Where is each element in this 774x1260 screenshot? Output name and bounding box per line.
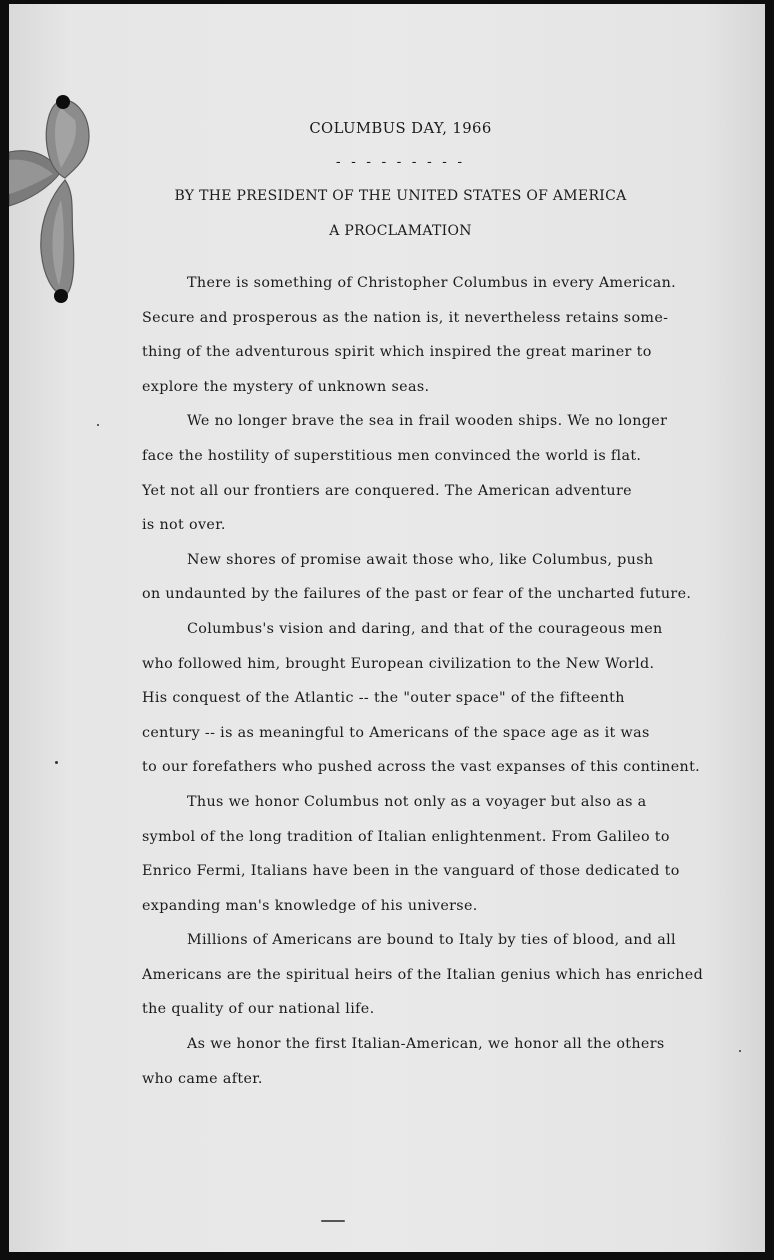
paragraph xyxy=(142,929,712,1033)
text-line: symbol of the long tradition of Italian enlightenment. From Galileo to xyxy=(142,828,670,845)
text-line: Thus we honor Columbus not only as a voyager but also as a xyxy=(187,793,647,810)
text-line: Columbus's vision and daring, and that of the courageous men xyxy=(187,620,663,637)
scan-speck xyxy=(97,424,99,426)
text-line: Americans are the spiritual heirs of the Italian genius which has enriched xyxy=(142,966,704,983)
paragraph xyxy=(142,410,712,548)
text-line: explore the mystery of unknown seas. xyxy=(142,378,430,395)
text-line: As we honor the first Italian-American, we honor all the others xyxy=(187,1036,665,1053)
text-line: We no longer brave the sea in frail wooden ships. We no longer xyxy=(187,413,668,430)
text-line: who followed him, brought European civilization to the New World. xyxy=(142,655,655,672)
text-line: expanding man's knowledge of his universe. xyxy=(142,897,478,914)
text-line: century -- is as meaningful to Americans of the space age as it was xyxy=(142,724,650,741)
text-line: Secure and prosperous as the nation is, it nevertheless retains some- xyxy=(142,309,669,326)
scan-speck xyxy=(321,1220,345,1222)
paragraph xyxy=(142,272,712,410)
scan-speck xyxy=(739,1050,741,1052)
paragraph xyxy=(142,618,712,791)
document-page xyxy=(9,4,765,1252)
title-separator: - - - - - - - - - xyxy=(335,154,466,170)
text-line: to our forefathers who pushed across the vast expanses of this continent. xyxy=(142,759,701,776)
text-line: face the hostility of superstitious men convinced the world is flat. xyxy=(142,447,642,464)
text-line: who came after. xyxy=(142,1070,263,1087)
proclamation-heading: BY THE PRESIDENT OF THE UNITED STATES OF AMERICA xyxy=(174,188,627,204)
scan-speck xyxy=(55,761,58,764)
text-line: thing of the adventurous spirit which inspired the great mariner to xyxy=(142,344,652,361)
text-line: New shores of promise await those who, like Columbus, push xyxy=(187,551,654,568)
document-title: COLUMBUS DAY, 1966 xyxy=(309,120,492,137)
text-line: His conquest of the Atlantic -- the "outer space" of the fifteenth xyxy=(142,690,625,707)
text-line: Enrico Fermi, Italians have been in the vanguard of those dedicated to xyxy=(142,863,680,880)
text-line: is not over. xyxy=(142,517,226,534)
text-line: There is something of Christopher Columbus in every American. xyxy=(187,275,677,291)
paragraph xyxy=(142,1033,712,1102)
paragraph xyxy=(142,791,712,929)
proclamation-subheading: A PROCLAMATION xyxy=(329,223,472,239)
text-line: on undaunted by the failures of the past or fear of the uncharted future. xyxy=(142,586,692,603)
text-line: Millions of Americans are bound to Italy by ties of blood, and all xyxy=(187,932,676,949)
text-line: the quality of our national life. xyxy=(142,1001,375,1018)
proclamation-body xyxy=(142,272,712,1102)
text-line: Yet not all our frontiers are conquered. The American adventure xyxy=(142,482,632,499)
paragraph xyxy=(142,549,712,618)
